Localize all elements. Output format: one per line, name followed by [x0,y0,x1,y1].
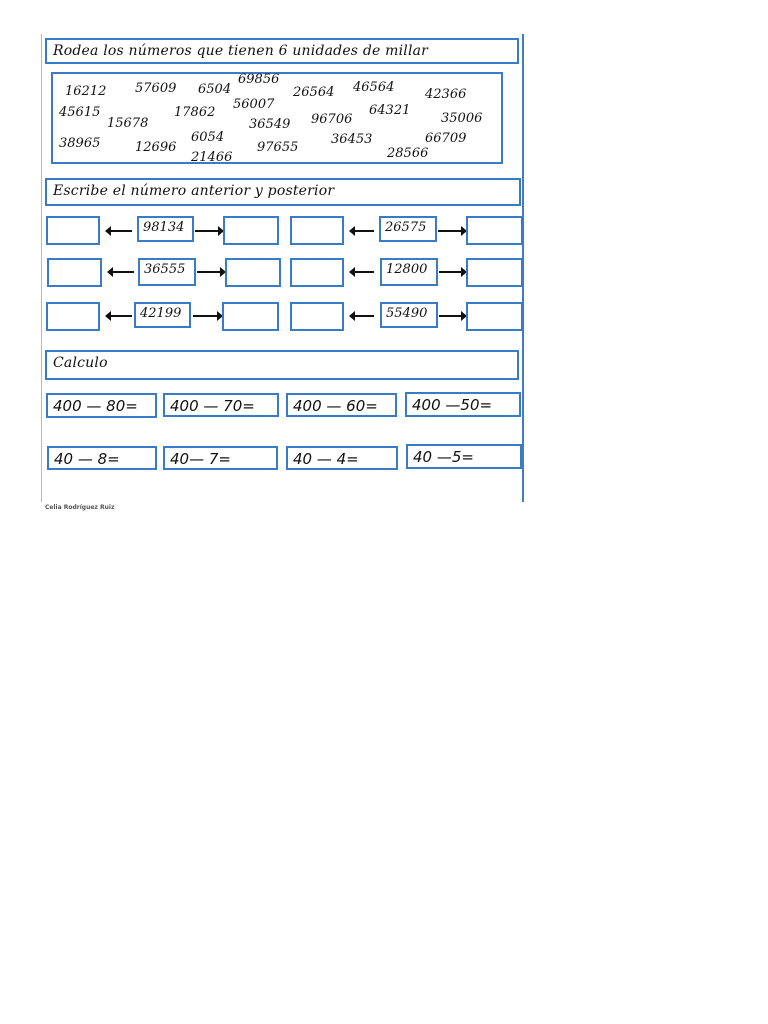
number-item[interactable]: 96706 [311,112,353,127]
number-item[interactable]: 36453 [331,132,373,147]
answer-box-previous[interactable] [290,216,344,245]
calculation-box[interactable]: 40 —5= [406,444,522,469]
section3-title: Calculo [45,350,519,380]
calculation-box[interactable]: 400 —50= [405,392,521,417]
number-item[interactable]: 26564 [293,85,335,100]
arrow-right-icon [197,271,221,273]
answer-box-next[interactable] [225,258,281,287]
number-item[interactable]: 64321 [369,103,411,118]
arrow-right-icon [195,230,219,232]
number-item[interactable]: 69856 [238,72,280,87]
answer-box-next[interactable] [466,216,523,245]
numbers-box [51,72,503,164]
number-item[interactable]: 12696 [135,140,177,155]
section2-title: Escribe el número anterior y posterior [45,178,521,206]
number-item[interactable]: 45615 [59,105,101,120]
answer-box-previous[interactable] [290,302,344,331]
arrow-right-icon [439,315,462,317]
arrow-right-icon [439,271,462,273]
arrow-left-icon [354,315,374,317]
number-item[interactable]: 56007 [233,97,275,112]
calculation-box[interactable]: 400 — 70= [163,393,279,417]
answer-box-previous[interactable] [46,216,100,245]
given-number-box: 12800 [380,258,438,286]
number-item[interactable]: 6504 [198,82,232,97]
given-number-box: 98134 [137,216,194,242]
answer-box-previous[interactable] [290,258,344,287]
number-item[interactable]: 46564 [353,80,395,95]
arrow-left-icon [110,230,132,232]
calculation-box[interactable]: 40 — 8= [47,446,157,470]
given-number-box: 55490 [380,302,438,328]
arrow-left-icon [354,230,374,232]
number-item[interactable]: 36549 [249,117,291,132]
number-item[interactable]: 42366 [425,87,467,102]
number-item[interactable]: 6054 [191,130,225,145]
arrow-left-icon [112,271,134,273]
number-item[interactable]: 28566 [387,146,429,161]
number-item[interactable]: 21466 [191,150,233,165]
number-item[interactable]: 17862 [174,105,216,120]
author-footer: Celia Rodríguez Ruiz [45,504,115,511]
answer-box-next[interactable] [466,258,523,287]
arrow-right-icon [438,230,462,232]
number-item[interactable]: 15678 [107,116,149,131]
answer-box-next[interactable] [222,302,279,331]
given-number-box: 36555 [138,258,196,286]
answer-box-next[interactable] [466,302,523,331]
number-item[interactable]: 35006 [441,111,483,126]
calculation-box[interactable]: 400 — 80= [46,393,157,418]
number-item[interactable]: 57609 [135,81,177,96]
calculation-box[interactable]: 400 — 60= [286,393,397,417]
number-item[interactable]: 38965 [59,136,101,151]
answer-box-previous[interactable] [46,302,100,331]
calculation-box[interactable]: 40 — 4= [286,446,398,470]
number-item[interactable]: 66709 [425,131,467,146]
calculation-box[interactable]: 40— 7= [163,446,278,470]
given-number-box: 26575 [379,216,437,242]
answer-box-next[interactable] [223,216,279,245]
arrow-right-icon [193,315,218,317]
number-item[interactable]: 97655 [257,140,299,155]
section1-title: Rodea los números que tienen 6 unidades de millar [45,38,519,64]
arrow-left-icon [110,315,132,317]
given-number-box: 42199 [134,302,191,328]
number-item[interactable]: 16212 [65,84,107,99]
answer-box-previous[interactable] [47,258,102,287]
arrow-left-icon [354,271,374,273]
